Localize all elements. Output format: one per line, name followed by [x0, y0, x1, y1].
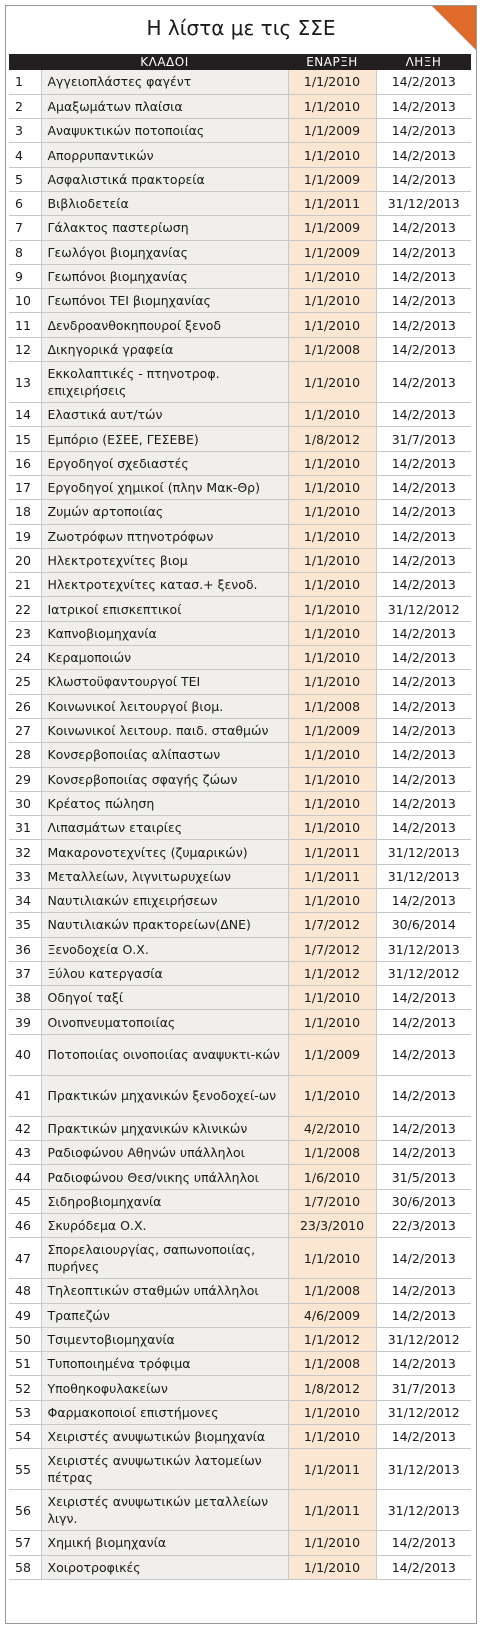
row-start-date: 1/1/2010 [288, 646, 376, 670]
row-end-date: 31/12/2012 [376, 961, 471, 985]
row-sector: Χειριστές ανυψωτικών μεταλλείων λιγν. [41, 1490, 288, 1531]
row-number: 40 [9, 1034, 41, 1075]
row-number: 58 [9, 1555, 41, 1579]
row-sector: Υποθηκοφυλακείων [41, 1376, 288, 1400]
page-title: Η λίστα με τις ΣΣΕ [146, 16, 336, 40]
row-number: 6 [9, 191, 41, 215]
row-start-date: 1/1/2009 [288, 216, 376, 240]
row-end-date: 14/2/2013 [376, 313, 471, 337]
row-start-date: 1/1/2008 [288, 1279, 376, 1303]
row-end-date: 14/2/2013 [376, 403, 471, 427]
row-number: 56 [9, 1490, 41, 1531]
row-number: 17 [9, 475, 41, 499]
row-number: 18 [9, 500, 41, 524]
row-number: 24 [9, 646, 41, 670]
header-start: ΕΝΑΡΞΗ [288, 54, 376, 70]
table-row [9, 362, 471, 403]
row-end-date: 31/12/2013 [376, 1449, 471, 1490]
row-end-date: 14/2/2013 [376, 816, 471, 840]
row-start-date: 1/1/2010 [288, 451, 376, 475]
table-row [9, 1165, 471, 1189]
row-end-date: 31/12/2013 [376, 864, 471, 888]
table-body [9, 70, 471, 1579]
row-end-date: 31/5/2013 [376, 1165, 471, 1189]
row-start-date: 1/1/2010 [288, 597, 376, 621]
row-sector: Ασφαλιστικά πρακτορεία [41, 167, 288, 191]
row-start-date: 1/1/2008 [288, 337, 376, 361]
row-end-date: 14/2/2013 [376, 475, 471, 499]
row-start-date: 1/1/2011 [288, 191, 376, 215]
table-row [9, 289, 471, 313]
row-end-date: 31/12/2013 [376, 937, 471, 961]
row-start-date: 1/1/2008 [288, 1141, 376, 1165]
row-number: 3 [9, 119, 41, 143]
row-start-date: 1/1/2010 [288, 1400, 376, 1424]
row-number: 5 [9, 167, 41, 191]
row-number: 27 [9, 718, 41, 742]
row-start-date: 1/1/2011 [288, 840, 376, 864]
row-number: 15 [9, 427, 41, 451]
table-row [9, 1189, 471, 1213]
row-sector: Σπορελαιουργίας, σαπωνοποιίας, πυρήνες [41, 1238, 288, 1279]
row-start-date: 1/7/2010 [288, 1189, 376, 1213]
row-start-date: 1/1/2010 [288, 816, 376, 840]
row-start-date: 1/8/2012 [288, 427, 376, 451]
row-number: 11 [9, 313, 41, 337]
table-row [9, 451, 471, 475]
table-row [9, 1376, 471, 1400]
row-number: 26 [9, 694, 41, 718]
row-end-date: 14/2/2013 [376, 1279, 471, 1303]
row-sector: Τραπεζών [41, 1303, 288, 1327]
row-end-date: 14/2/2013 [376, 70, 471, 94]
table-row [9, 1352, 471, 1376]
row-sector: Εκκολαπτικές - πτηνοτροφ. επιχειρήσεις [41, 362, 288, 403]
row-end-date: 31/7/2013 [376, 1376, 471, 1400]
row-start-date: 1/1/2010 [288, 791, 376, 815]
row-sector: Εργοδηγοί σχεδιαστές [41, 451, 288, 475]
row-number: 8 [9, 240, 41, 264]
row-number: 42 [9, 1116, 41, 1140]
table-row [9, 1400, 471, 1424]
table-row [9, 313, 471, 337]
row-start-date: 1/1/2010 [288, 986, 376, 1010]
row-number: 49 [9, 1303, 41, 1327]
row-sector: Κλωστοϋφαντουργοί ΤΕΙ [41, 670, 288, 694]
row-sector: Ναυτιλιακών επιχειρήσεων [41, 889, 288, 913]
row-number: 31 [9, 816, 41, 840]
table-row [9, 937, 471, 961]
row-sector: Χειριστές ανυψωτικών λατομείων πέτρας [41, 1449, 288, 1490]
row-end-date: 14/2/2013 [376, 240, 471, 264]
row-start-date: 1/1/2010 [288, 621, 376, 645]
row-start-date: 1/6/2010 [288, 1165, 376, 1189]
row-start-date: 1/1/2010 [288, 362, 376, 403]
table-row [9, 1303, 471, 1327]
table-row [9, 1531, 471, 1555]
row-start-date: 1/1/2009 [288, 119, 376, 143]
row-number: 2 [9, 94, 41, 118]
table-row [9, 475, 471, 499]
row-number: 32 [9, 840, 41, 864]
row-number: 37 [9, 961, 41, 985]
row-sector: Χοιροτροφικές [41, 1555, 288, 1579]
table-row [9, 961, 471, 985]
row-end-date: 14/2/2013 [376, 264, 471, 288]
table-row [9, 264, 471, 288]
table-row [9, 864, 471, 888]
row-start-date: 1/1/2009 [288, 240, 376, 264]
row-sector: Ζωοτρόφων πτηνοτρόφων [41, 524, 288, 548]
table-row [9, 403, 471, 427]
row-start-date: 23/3/2010 [288, 1213, 376, 1237]
row-start-date: 1/1/2010 [288, 289, 376, 313]
table-row [9, 694, 471, 718]
row-start-date: 1/1/2010 [288, 475, 376, 499]
table-row [9, 143, 471, 167]
row-number: 43 [9, 1141, 41, 1165]
row-sector: Φαρμακοποιοί επιστήμονες [41, 1400, 288, 1424]
row-end-date: 14/2/2013 [376, 573, 471, 597]
row-number: 48 [9, 1279, 41, 1303]
row-number: 1 [9, 70, 41, 94]
table-row [9, 597, 471, 621]
row-start-date: 1/1/2010 [288, 1425, 376, 1449]
row-start-date: 1/1/2009 [288, 718, 376, 742]
table-row [9, 167, 471, 191]
table-row [9, 1555, 471, 1579]
agreements-table [9, 54, 471, 1580]
row-end-date: 14/2/2013 [376, 1555, 471, 1579]
row-sector: Απορρυπαντικών [41, 143, 288, 167]
row-end-date: 14/2/2013 [376, 1034, 471, 1075]
table-row [9, 767, 471, 791]
row-number: 41 [9, 1075, 41, 1116]
table-row [9, 1141, 471, 1165]
row-number: 12 [9, 337, 41, 361]
table-row [9, 240, 471, 264]
table-row [9, 840, 471, 864]
row-number: 20 [9, 548, 41, 572]
header-sectors: ΚΛΑΔΟΙ [41, 54, 288, 70]
row-end-date: 14/2/2013 [376, 767, 471, 791]
row-number: 51 [9, 1352, 41, 1376]
row-start-date: 1/1/2010 [288, 548, 376, 572]
table-row [9, 573, 471, 597]
row-end-date: 14/2/2013 [376, 216, 471, 240]
row-sector: Ξενοδοχεία Ο.Χ. [41, 937, 288, 961]
row-end-date: 31/12/2012 [376, 1327, 471, 1351]
row-sector: Γεωλόγοι βιομηχανίας [41, 240, 288, 264]
row-start-date: 1/1/2012 [288, 1327, 376, 1351]
row-end-date: 14/2/2013 [376, 1141, 471, 1165]
row-end-date: 14/2/2013 [376, 1531, 471, 1555]
row-sector: Δικηγορικά γραφεία [41, 337, 288, 361]
row-end-date: 14/2/2013 [376, 1303, 471, 1327]
table-row [9, 524, 471, 548]
row-number: 21 [9, 573, 41, 597]
row-start-date: 1/1/2010 [288, 313, 376, 337]
row-start-date: 1/8/2012 [288, 1376, 376, 1400]
row-start-date: 1/1/2010 [288, 767, 376, 791]
row-number: 46 [9, 1213, 41, 1237]
row-end-date: 14/2/2013 [376, 1352, 471, 1376]
row-number: 47 [9, 1238, 41, 1279]
row-sector: Γεωπόνοι βιομηχανίας [41, 264, 288, 288]
row-end-date: 30/6/2014 [376, 913, 471, 937]
row-start-date: 1/1/2008 [288, 694, 376, 718]
row-sector: Ηλεκτροτεχνίτες κατασ.+ ξενοδ. [41, 573, 288, 597]
table-row [9, 718, 471, 742]
row-sector: Ελαστικά αυτ/τών [41, 403, 288, 427]
table-row [9, 1213, 471, 1237]
table-row [9, 1238, 471, 1279]
table-row [9, 816, 471, 840]
row-number: 57 [9, 1531, 41, 1555]
row-end-date: 14/2/2013 [376, 119, 471, 143]
row-sector: Γεωπόνοι ΤΕΙ βιομηχανίας [41, 289, 288, 313]
row-sector: Καπνοβιομηχανία [41, 621, 288, 645]
row-end-date: 31/7/2013 [376, 427, 471, 451]
row-number: 29 [9, 767, 41, 791]
row-number: 55 [9, 1449, 41, 1490]
table-row [9, 191, 471, 215]
row-sector: Μακαρονοτεχνίτες (ζυμαρικών) [41, 840, 288, 864]
row-end-date: 14/2/2013 [376, 670, 471, 694]
table-row [9, 1279, 471, 1303]
header-number [9, 54, 41, 70]
row-start-date: 1/1/2010 [288, 70, 376, 94]
row-start-date: 1/1/2010 [288, 743, 376, 767]
row-sector: Αναψυκτικών ποτοποιίας [41, 119, 288, 143]
table-row [9, 913, 471, 937]
row-start-date: 1/1/2009 [288, 1034, 376, 1075]
row-sector: Λιπασμάτων εταιρίες [41, 816, 288, 840]
row-number: 7 [9, 216, 41, 240]
row-start-date: 1/1/2010 [288, 264, 376, 288]
row-end-date: 14/2/2013 [376, 451, 471, 475]
table-row [9, 337, 471, 361]
row-end-date: 31/12/2013 [376, 840, 471, 864]
row-sector: Τσιμεντοβιομηχανία [41, 1327, 288, 1351]
row-number: 14 [9, 403, 41, 427]
row-start-date: 4/2/2010 [288, 1116, 376, 1140]
row-sector: Κονσερβοποιίας αλίπαστων [41, 743, 288, 767]
row-start-date: 1/1/2010 [288, 1555, 376, 1579]
row-sector: Βιβλιοδετεία [41, 191, 288, 215]
row-start-date: 1/1/2011 [288, 1490, 376, 1531]
row-end-date: 14/2/2013 [376, 500, 471, 524]
table-header-row [9, 54, 471, 70]
row-sector: Εργοδηγοί χημικοί (πλην Μακ-Θρ) [41, 475, 288, 499]
row-end-date: 14/2/2013 [376, 548, 471, 572]
table-row [9, 427, 471, 451]
row-start-date: 1/1/2010 [288, 94, 376, 118]
row-end-date: 31/12/2012 [376, 597, 471, 621]
row-end-date: 14/2/2013 [376, 743, 471, 767]
row-end-date: 14/2/2013 [376, 1075, 471, 1116]
row-end-date: 14/2/2013 [376, 167, 471, 191]
table-row [9, 1010, 471, 1034]
row-end-date: 14/2/2013 [376, 621, 471, 645]
row-sector: Πρακτικών μηχανικών ξενοδοχεί-ων [41, 1075, 288, 1116]
table-row [9, 1490, 471, 1531]
header-end: ΛΗΞΗ [376, 54, 471, 70]
row-sector: Οινοπνευματοποιίας [41, 1010, 288, 1034]
table-row [9, 548, 471, 572]
row-start-date: 1/1/2010 [288, 1075, 376, 1116]
row-end-date: 30/6/2013 [376, 1189, 471, 1213]
row-number: 45 [9, 1189, 41, 1213]
table-row [9, 216, 471, 240]
row-number: 30 [9, 791, 41, 815]
table-row [9, 119, 471, 143]
row-start-date: 1/1/2010 [288, 670, 376, 694]
row-number: 9 [9, 264, 41, 288]
row-sector: Κρέατος πώληση [41, 791, 288, 815]
row-number: 23 [9, 621, 41, 645]
row-start-date: 1/1/2010 [288, 573, 376, 597]
row-end-date: 14/2/2013 [376, 889, 471, 913]
row-number: 36 [9, 937, 41, 961]
row-sector: Ζυμών αρτοποιίας [41, 500, 288, 524]
row-end-date: 31/12/2012 [376, 1400, 471, 1424]
row-start-date: 1/1/2009 [288, 167, 376, 191]
row-number: 50 [9, 1327, 41, 1351]
row-end-date: 14/2/2013 [376, 94, 471, 118]
row-end-date: 14/2/2013 [376, 337, 471, 361]
row-number: 4 [9, 143, 41, 167]
table-row [9, 70, 471, 94]
row-sector: Κεραμοποιών [41, 646, 288, 670]
row-sector: Κοινωνικοί λειτουργοί βιομ. [41, 694, 288, 718]
row-sector: Ξύλου κατεργασία [41, 961, 288, 985]
table-row [9, 646, 471, 670]
row-number: 54 [9, 1425, 41, 1449]
row-number: 38 [9, 986, 41, 1010]
row-start-date: 1/1/2010 [288, 500, 376, 524]
row-start-date: 1/1/2010 [288, 1238, 376, 1279]
table-row [9, 670, 471, 694]
row-number: 39 [9, 1010, 41, 1034]
row-end-date: 14/2/2013 [376, 362, 471, 403]
row-end-date: 22/3/2013 [376, 1213, 471, 1237]
row-start-date: 1/7/2012 [288, 913, 376, 937]
row-end-date: 31/12/2013 [376, 1490, 471, 1531]
row-end-date: 14/2/2013 [376, 1238, 471, 1279]
row-end-date: 14/2/2013 [376, 718, 471, 742]
table-row [9, 1449, 471, 1490]
row-start-date: 4/6/2009 [288, 1303, 376, 1327]
row-sector: Γάλακτος παστερίωση [41, 216, 288, 240]
row-start-date: 1/1/2010 [288, 889, 376, 913]
table-row [9, 791, 471, 815]
row-sector: Οδηγοί ταξί [41, 986, 288, 1010]
row-number: 34 [9, 889, 41, 913]
table-row [9, 1034, 471, 1075]
row-sector: Εμπόριο (ΕΣΕΕ, ΓΕΣΕΒΕ) [41, 427, 288, 451]
row-end-date: 31/12/2013 [376, 191, 471, 215]
table-row [9, 986, 471, 1010]
table-row [9, 1116, 471, 1140]
row-sector: Ιατρικοί επισκεπτικοί [41, 597, 288, 621]
row-start-date: 1/1/2010 [288, 143, 376, 167]
row-sector: Σιδηροβιομηχανία [41, 1189, 288, 1213]
row-start-date: 1/1/2010 [288, 403, 376, 427]
row-number: 10 [9, 289, 41, 313]
table-row [9, 1327, 471, 1351]
row-start-date: 1/1/2011 [288, 1449, 376, 1490]
row-end-date: 14/2/2013 [376, 791, 471, 815]
row-sector: Κοινωνικοί λειτουρ. παιδ. σταθμών [41, 718, 288, 742]
row-end-date: 14/2/2013 [376, 646, 471, 670]
row-sector: Αγγειοπλάστες φαγέντ [41, 70, 288, 94]
row-end-date: 14/2/2013 [376, 1116, 471, 1140]
table-row [9, 621, 471, 645]
row-number: 52 [9, 1376, 41, 1400]
row-start-date: 1/1/2011 [288, 864, 376, 888]
table-row [9, 500, 471, 524]
row-end-date: 14/2/2013 [376, 1010, 471, 1034]
row-end-date: 14/2/2013 [376, 1425, 471, 1449]
row-sector: Ραδιοφώνου Θεσ/νικης υπάλληλοι [41, 1165, 288, 1189]
table-row [9, 94, 471, 118]
row-sector: Πρακτικών μηχανικών κλινικών [41, 1116, 288, 1140]
table-row [9, 743, 471, 767]
row-end-date: 14/2/2013 [376, 524, 471, 548]
row-start-date: 1/1/2010 [288, 524, 376, 548]
row-end-date: 14/2/2013 [376, 289, 471, 313]
row-end-date: 14/2/2013 [376, 986, 471, 1010]
row-end-date: 14/2/2013 [376, 143, 471, 167]
row-number: 53 [9, 1400, 41, 1424]
table-row [9, 1425, 471, 1449]
row-sector: Ηλεκτροτεχνίτες βιομ [41, 548, 288, 572]
row-start-date: 1/1/2010 [288, 1010, 376, 1034]
document-frame [5, 5, 477, 1624]
row-start-date: 1/1/2012 [288, 961, 376, 985]
row-end-date: 14/2/2013 [376, 694, 471, 718]
table-row [9, 889, 471, 913]
row-sector: Τηλεοπτικών σταθμών υπάλληλοι [41, 1279, 288, 1303]
row-start-date: 1/1/2008 [288, 1352, 376, 1376]
row-number: 25 [9, 670, 41, 694]
row-number: 22 [9, 597, 41, 621]
row-number: 44 [9, 1165, 41, 1189]
row-sector: Σκυρόδεμα Ο.Χ. [41, 1213, 288, 1237]
row-sector: Τυποποιημένα τρόφιμα [41, 1352, 288, 1376]
row-number: 16 [9, 451, 41, 475]
row-start-date: 1/1/2010 [288, 1531, 376, 1555]
row-sector: Ναυτιλιακών πρακτορείων(ΔΝΕ) [41, 913, 288, 937]
row-sector: Δενδροανθοκηπουροί ξενοδ [41, 313, 288, 337]
row-number: 35 [9, 913, 41, 937]
row-number: 19 [9, 524, 41, 548]
row-sector: Μεταλλείων, λιγνιτωρυχείων [41, 864, 288, 888]
row-number: 28 [9, 743, 41, 767]
row-sector: Κονσερβοποιίας σφαγής ζώων [41, 767, 288, 791]
row-sector: Χειριστές ανυψωτικών βιομηχανία [41, 1425, 288, 1449]
row-number: 33 [9, 864, 41, 888]
row-start-date: 1/7/2012 [288, 937, 376, 961]
row-sector: Χημική βιομηχανία [41, 1531, 288, 1555]
row-sector: Ραδιοφώνου Αθηνών υπάλληλοι [41, 1141, 288, 1165]
row-sector: Αμαξωμάτων πλαίσια [41, 94, 288, 118]
row-sector: Ποτοποιίας οινοποιίας αναψυκτι-κών [41, 1034, 288, 1075]
row-number: 13 [9, 362, 41, 403]
table-row [9, 1075, 471, 1116]
